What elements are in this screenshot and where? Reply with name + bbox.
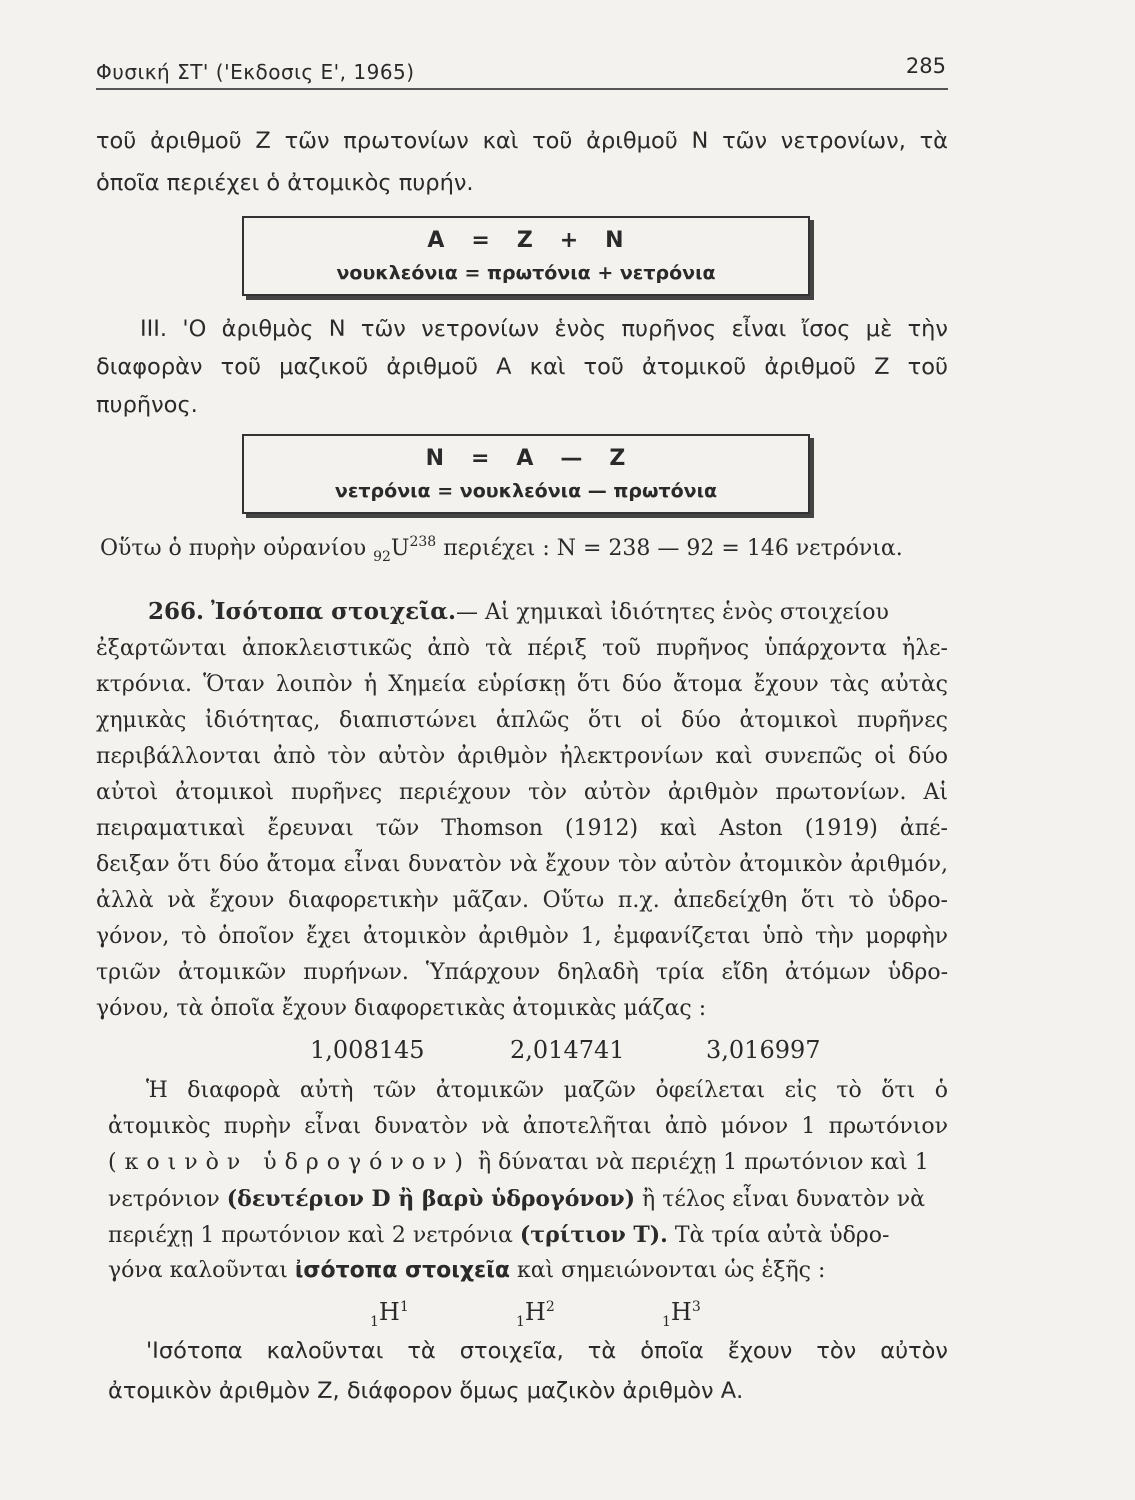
difference-line-3-rest: ἢ δύναται νὰ περιέχῃ 1 πρωτόνιον καὶ 1 — [470, 1150, 929, 1175]
isotope-h1: $_1H^1$ — [370, 1298, 409, 1330]
difference-line-1: Ἡ διαφορὰ αὐτὴ τῶν ἀτομικῶν μαζῶν ὀφείλεται εἰς τὸ ὅτι ὁ — [146, 1078, 948, 1103]
uranium-example — [100, 534, 903, 565]
section-266-line-12: γόνου, τὰ ὁποῖα ἔχουν διαφορετικὰς ἀτομικὰς μάζας : — [96, 996, 707, 1021]
section-266-line-5: περιβάλλονται ἀπὸ τὸν αὐτὸν ἀριθμὸν ἠλεκτρονίων καὶ συνεπῶς οἱ δύο — [96, 744, 948, 769]
definition-line-1: 'Ισότοπα καλοῦνται τὰ στοιχεῖα, τὰ ὁποῖα ἔχουν τὸν αὐτὸν — [146, 1338, 948, 1364]
difference-line-6-end: καὶ σημειώνονται ὡς ἑξῆς : — [509, 1258, 826, 1283]
difference-line-4-start: νετρόνιον — [108, 1187, 227, 1212]
deuterium-bold: (δευτέριον D ἢ βαρὺ ὑδρογόνον) — [226, 1186, 636, 1212]
difference-line-4 — [108, 1186, 925, 1212]
page-header — [96, 52, 948, 90]
section-266-line-6: αὐτοὶ ἀτομικοὶ πυρῆνες περιέχουν τὸν αὐτὸν ἀριθμὸν πρωτονίων. Αἱ — [96, 780, 948, 805]
section-266-line-9: ἀλλὰ νὰ ἔχουν διαφορετικὴν μᾶζαν. Οὕτω π.χ. ἀπεδείχθη ὅτι τὸ ὑδρο- — [96, 888, 948, 913]
difference-line-2: ἀτομικὸς πυρὴν εἶναι δυνατὸν νὰ ἀποτελῆται ἀπὸ μόνον 1 πρωτόνιον — [108, 1114, 948, 1139]
section-266-line-1-rest: — Αἱ χημικαὶ ἰδιότητες ἑνὸς στοιχείου — [456, 600, 889, 625]
formula-1-words: νουκλεόνια = πρωτόνια + νετρόνια — [336, 262, 716, 284]
formula-box-neutron-number — [242, 434, 810, 514]
section-266-line-7: πειραματικαὶ ἔρευναι τῶν Thomson (1912) καὶ Aston (1919) ἀπέ- — [96, 816, 948, 841]
paragraph-iii-line-3: πυρῆνος. — [96, 392, 198, 418]
section-266-line-11: τριῶν ἀτομικῶν πυρήνων. Ὑπάρχουν δηλαδὴ τρία εἴδη ἀτόμων ὑδρο- — [96, 960, 948, 985]
section-266-line-4: χημικὰς ἰδιότητας, διαπιστώνει ἁπλῶς ὅτι οἱ δύο ἀτομικοὶ πυρῆνες — [96, 708, 948, 733]
formula-2-words: νετρόνια = νουκλεόνια — πρωτόνια — [334, 480, 718, 502]
uranium-text-before: Οὕτω ὁ πυρὴν οὐρανίου — [100, 536, 374, 561]
common-hydrogen-spaced: (κοινὸν ὑδρογόνον) — [108, 1150, 471, 1175]
uranium-atomic-number: 92 — [373, 549, 391, 565]
mass-deuterium: 2,014741 — [510, 1036, 625, 1064]
section-title: Ἰσότοπα στοιχεῖα. — [211, 598, 457, 625]
difference-line-6 — [108, 1258, 825, 1283]
section-266-line-8: δειξαν ὅτι δύο ἄτομα εἶναι δυνατὸν νὰ ἔχουν τὸν αὐτὸν ἀτομικὸν ἀριθμόν, — [96, 852, 948, 877]
formula-2-symbols: N = A — Z — [425, 446, 627, 471]
mass-protium: 1,008145 — [310, 1036, 425, 1064]
isotopes-bold: ἰσότοπα στοιχεῖα — [294, 1258, 510, 1283]
section-266-line-3: κτρόνια. Ὅταν λοιπὸν ἡ Χημεία εὑρίσκῃ ὅτι δύο ἄτομα ἔχουν τὰς αὐτὰς — [96, 672, 948, 697]
uranium-symbol: U — [390, 536, 410, 561]
section-266-heading-line — [148, 598, 948, 625]
paragraph-iii-line-2: διαφορὰν τοῦ μαζικοῦ ἀριθμοῦ Α καὶ τοῦ ἀτομικοῦ ἀριθμοῦ Ζ τοῦ — [96, 354, 948, 380]
tritium-bold: (τρίτιον T). — [519, 1222, 668, 1248]
difference-line-3 — [108, 1150, 929, 1175]
formula-box-mass-number — [242, 216, 810, 296]
difference-line-6-start: γόνα καλοῦνται — [108, 1258, 295, 1283]
intro-line-1: τοῦ ἀριθμοῦ Ζ τῶν πρωτονίων καὶ τοῦ ἀριθμοῦ Ν τῶν νετρονίων, τὰ — [96, 128, 948, 154]
difference-line-4-end: ἢ τέλος εἶναι δυνατὸν νὰ — [635, 1187, 926, 1212]
page-number: 285 — [905, 54, 946, 78]
formula-1-symbols: A = Z + N — [427, 228, 625, 253]
difference-line-5-start: περιέχῃ 1 πρωτόνιον καὶ 2 νετρόνια — [108, 1223, 520, 1248]
mass-tritium: 3,016997 — [706, 1036, 821, 1064]
section-266-line-10: γόνον, τὸ ὁποῖον ἔχει ἀτομικὸν ἀριθμὸν 1, ἐμφανίζεται ὑπὸ τὴν μορφὴν — [96, 924, 948, 949]
section-266-line-2: ἐξαρτῶνται ἀποκλειστικῶς ἀπὸ τὰ πέριξ τοῦ πυρῆνος ὑπάρχοντα ἠλε- — [96, 636, 948, 661]
section-number: 266. — [148, 598, 205, 625]
isotope-h3: $_1H^3$ — [662, 1298, 701, 1330]
intro-line-2: ὁποῖα περιέχει ὁ ἀτομικὸς πυρήν. — [96, 170, 474, 196]
difference-line-5-end: Τὰ τρία αὐτὰ ὑδρο- — [667, 1223, 890, 1248]
paragraph-iii-line-1: ΙΙΙ. 'Ο ἀριθμὸς Ν τῶν νετρονίων ἑνὸς πυρῆνος εἶναι ἴσος μὲ τὴν — [140, 316, 948, 342]
running-title: Φυσική ΣΤ' ('Εκδοσις Ε', 1965) — [96, 60, 415, 84]
uranium-mass-number: 238 — [409, 534, 437, 550]
difference-line-5 — [108, 1222, 889, 1248]
uranium-text-after: περιέχει : N = 238 — 92 = 146 νετρόνια. — [436, 536, 903, 561]
isotope-h2: $_1H^2$ — [516, 1298, 555, 1330]
definition-line-2: ἀτομικὸν ἀριθμὸν Ζ, διάφορον ὅμως μαζικὸν ἀριθμὸν Α. — [108, 1378, 744, 1404]
